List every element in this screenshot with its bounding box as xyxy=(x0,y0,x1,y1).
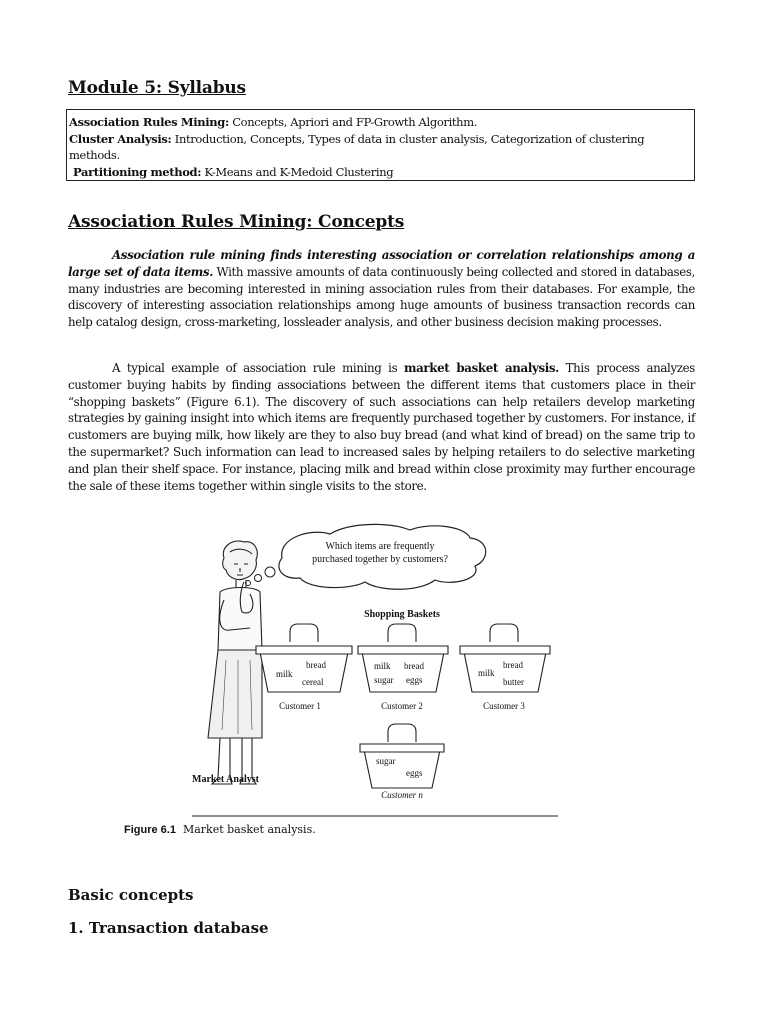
svg-text:purchased together by customer: purchased together by customers? xyxy=(312,554,448,565)
basket-customer-2 xyxy=(358,624,448,711)
baskets-title: Shopping Baskets xyxy=(364,609,440,620)
svg-text:sugar: sugar xyxy=(376,756,396,766)
basket-customer-1 xyxy=(256,624,352,711)
customer-label: Customer n xyxy=(381,790,423,800)
analyst-label: Market Analyst xyxy=(192,774,259,785)
basket-customer-3 xyxy=(460,624,550,711)
svg-text:Which items are frequently: Which items are frequently xyxy=(325,541,435,552)
market-analyst-person xyxy=(192,541,262,785)
module-title: Module 5: Syllabus xyxy=(68,78,246,98)
svg-text:milk: milk xyxy=(374,661,391,671)
svg-text:bread: bread xyxy=(306,660,326,670)
syllabus-line-3: Partitioning method: K-Means and K-Medoid Clustering xyxy=(73,164,394,179)
syllabus-line-2: Cluster Analysis: Introduction, Concepts, Types of data in cluster analysis, Categorization of clustering methods. xyxy=(69,131,645,162)
syllabus-box xyxy=(66,109,695,181)
svg-text:butter: butter xyxy=(503,677,524,687)
svg-text:cereal: cereal xyxy=(302,677,324,687)
svg-text:sugar: sugar xyxy=(374,675,394,685)
figure-caption: Figure 6.1 Market basket analysis. xyxy=(124,823,316,836)
customer-label: Customer 3 xyxy=(483,701,525,711)
section-title: Association Rules Mining: Concepts xyxy=(68,212,405,232)
market-basket-illustration xyxy=(190,520,560,840)
svg-text:eggs: eggs xyxy=(406,768,423,778)
svg-text:eggs: eggs xyxy=(406,675,423,685)
svg-text:milk: milk xyxy=(478,668,495,678)
basic-concepts-heading: Basic concepts xyxy=(68,886,194,904)
paragraph-1-body: With massive amounts of data continuously being collected and stored in databases, many industries are becoming interested in mining association rules from their databases. For example, the discovery of interesting association relationships among huge amounts of business transaction records can help catalog design, cross-marketing, lossleader analysis, and other business decision making processes. xyxy=(68,264,695,330)
paragraph-2: A typical example of association rule mining is market basket analysis. This process analyzes customer buying habits by finding associations between the different items that customers place in their “shopping baskets” (Figure 6.1). The discovery of such associations can help retailers develop marketing strategies by gaining insight into which items are frequently purchased together by customers. For instance, if customers are buying milk, how likely are they to also buy bread (and what kind of bread) on the same trip to the supermarket? Such information can lead to increased sales by helping retailers to do selective marketing and plan their shelf space. For instance, placing milk and bread within close proximity may further encourage the sale of these items together within single visits to the store. xyxy=(68,361,695,493)
customer-label: Customer 2 xyxy=(381,701,423,711)
syllabus-line-1: Association Rules Mining: Concepts, Apriori and FP-Growth Algorithm. xyxy=(69,115,478,129)
market-basket-term: market basket analysis. xyxy=(403,361,559,375)
paragraph-1-lead: Association rule mining finds interesting association or correlation relationships among a large set of data items. xyxy=(68,248,695,279)
basket-customer-n xyxy=(360,724,444,800)
svg-text:bread: bread xyxy=(404,661,424,671)
transaction-database-heading: 1. Transaction database xyxy=(68,919,269,937)
svg-text:milk: milk xyxy=(276,669,293,679)
market-basket-figure xyxy=(124,520,560,840)
thought-bubble xyxy=(246,524,486,589)
customer-label: Customer 1 xyxy=(279,701,321,711)
paragraph-1 xyxy=(68,247,695,331)
svg-text:bread: bread xyxy=(503,660,523,670)
